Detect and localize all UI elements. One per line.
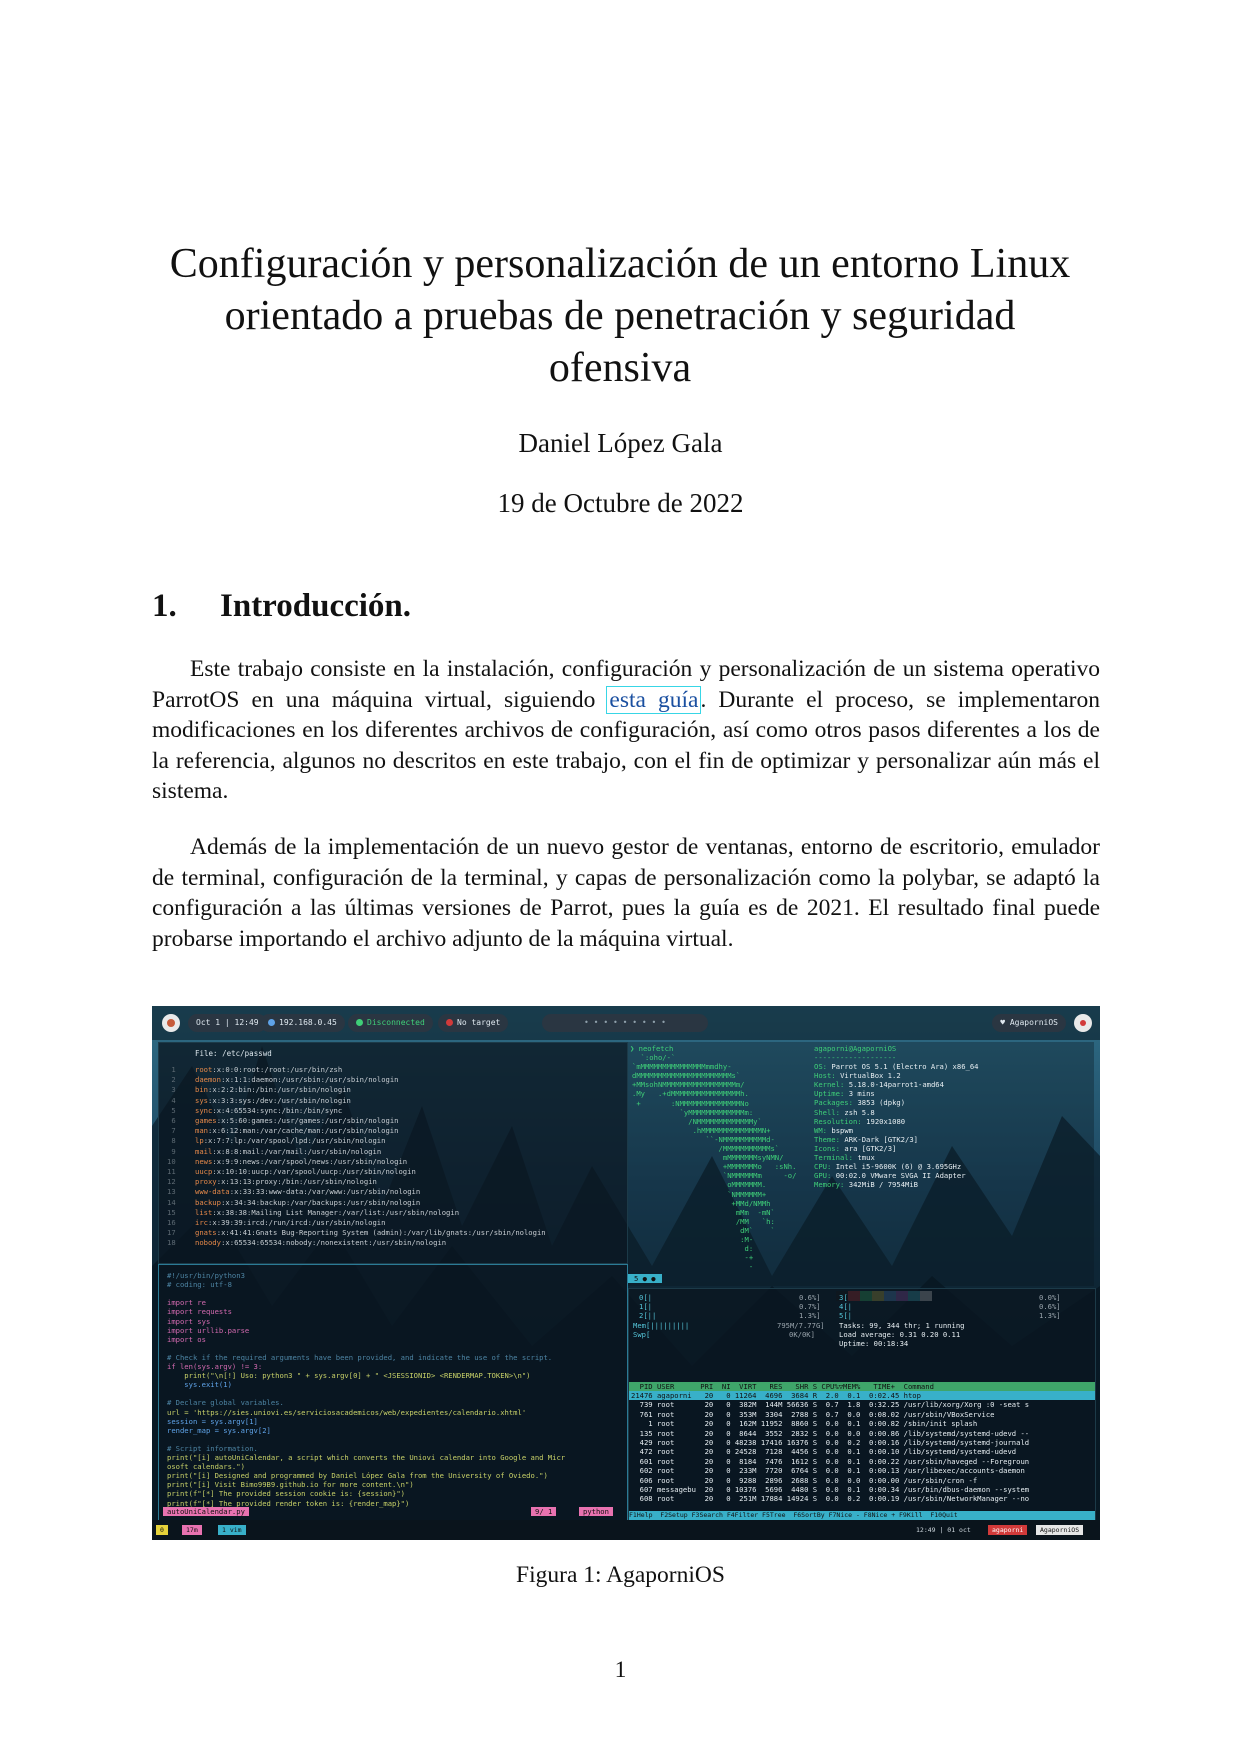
htop-load: Load average: 0.31 0.20 0.11 [839, 1330, 961, 1339]
htop-cpu-meter-label: 5[| [839, 1311, 852, 1321]
vim-line-fields: :x:8:8:mail:/var/mail:/usr/sbin/nologin [212, 1146, 382, 1156]
python-code-line: # coding: utf-8 [167, 1280, 232, 1290]
neofetch-info-value: VirtualBox 1.2 [835, 1071, 901, 1081]
neofetch-info-key: GPU: [814, 1171, 832, 1181]
neofetch-art-line: ``-NMMMMMMMMMMd- [632, 1134, 775, 1144]
neofetch-info-key: OS: [814, 1062, 827, 1071]
htop-column-header: PID USER PRI NI VIRT RES SHR S CPU%▽MEM% TIME+ Command [631, 1382, 934, 1391]
network-icon [268, 1019, 275, 1026]
page-number: 1 [614, 1657, 627, 1683]
vim-line-fields: :x:6:12:man:/var/cache/man:/usr/sbin/nologin [208, 1126, 399, 1136]
neofetch-info-value: tmux [853, 1153, 875, 1162]
section-number: 1. [152, 588, 177, 624]
neofetch-art-line: +MMd/NMMh [632, 1198, 771, 1208]
neofetch-art-line: + :NMMMMMMMMMMMMMMNo [632, 1098, 749, 1108]
neofetch-info-value: 5.18.0-14parrot1-amd64 [844, 1080, 944, 1090]
polybar [152, 1006, 1100, 1040]
htop-mem-label: Mem[||||||||| [633, 1321, 690, 1330]
neofetch-art-line: d: [632, 1244, 754, 1254]
neofetch-info-value: ara [GTK2/3] [840, 1143, 897, 1153]
neofetch-info-key: Shell: [814, 1107, 840, 1117]
workspaces[interactable]: • • • • • • • • • [542, 1014, 708, 1032]
htop-process-row: 607 messagebu 20 0 10376 5696 4480 S 0.0 0.1 0:00.34 /usr/bin/dbus-daemon --system [631, 1485, 1030, 1494]
vim-line-number: 4 [167, 1095, 176, 1105]
vim-line-fields: :x:2:2:bin:/bin:/usr/sbin/nologin [208, 1085, 351, 1095]
htop-cpu-meter-label: 1[| [639, 1302, 652, 1312]
htop-cpu-meter-value: 0.6%] [799, 1293, 821, 1302]
vim-line-user: man [195, 1126, 208, 1136]
vim-line-number: 6 [167, 1116, 176, 1125]
vim-line-fields: :x:39:39:ircd:/run/ircd:/usr/sbin/nologin [208, 1218, 386, 1227]
htop-process-row: 601 root 20 0 8184 7476 1612 S 0.0 0.1 0:00.22 /usr/sbin/haveged --Foregroun [631, 1456, 1030, 1466]
neofetch-info-key: Kernel: [814, 1080, 845, 1090]
python-code-line: # Declare global variables. [167, 1398, 284, 1408]
vim-line-user: root [195, 1065, 213, 1074]
vim-line-user: irc [195, 1218, 208, 1227]
vim-line-user: nobody [195, 1238, 221, 1248]
vim-line-number: 8 [167, 1136, 176, 1146]
htop-process-row: 608 root 20 0 251M 17884 14924 S 0.0 0.2 0:00.19 /usr/sbin/NetworkManager --no [631, 1494, 1030, 1504]
guide-link[interactable]: esta guía [609, 686, 699, 713]
neofetch-art-line: +MMMMMMMo :sNh. [632, 1162, 797, 1172]
htop-cpu-meter-label: 2[|| [639, 1311, 657, 1321]
vim-line-fields: :x:5:60:games:/usr/games:/usr/sbin/nologin [216, 1116, 399, 1125]
vim-line-user: proxy [195, 1177, 217, 1187]
htop-cpu-meter-value: 0.0%] [1039, 1293, 1061, 1302]
vim-line-number: 12 [167, 1177, 176, 1187]
python-code-line: print("[i] autoUniCalendar, a script which converts the Uniovi calendar into Google and Micr [167, 1453, 566, 1462]
neofetch-art-line: :M- [632, 1235, 754, 1244]
neofetch-art-line: .hMMMMMMMMMMMMMMN+ [632, 1125, 771, 1135]
vim-line-number: 5 [167, 1105, 176, 1115]
clock-pill: Oct 1 | 12:49 [188, 1014, 267, 1032]
htop-cpu-meter-label: 3[ [839, 1293, 848, 1302]
neofetch-info-value: bspwm [827, 1125, 854, 1135]
python-code-line: print("\n[!] Uso: python3 " + sys.argv[0] + " <JSESSIONID> <RENDERMAP.TOKEN>\n") [167, 1371, 531, 1381]
vim-line-number: 13 [167, 1187, 176, 1197]
vim-line-user: mail [195, 1146, 213, 1156]
neofetch-info-value: zsh 5.8 [840, 1107, 875, 1117]
neofetch-info-key: Uptime: [814, 1089, 845, 1099]
neofetch-art-line: +MMsohNMMMMMMMMMMMMMMMMMm/ [632, 1080, 745, 1090]
vim-line-fields: :x:34:34:backup:/var/backups:/usr/sbin/nologin [221, 1197, 421, 1207]
vim-line-number: 11 [167, 1167, 176, 1176]
vim-line-user: bin [195, 1085, 208, 1095]
neofetch-art-line: `NMMMMMMm -o/ [632, 1171, 797, 1181]
neofetch-art-line: -+ [632, 1253, 754, 1263]
htop-process-row: 739 root 20 0 382M 144M 56636 S 0.7 1.8 0:32.25 /usr/lib/xorg/Xorg :0 -seat s [631, 1400, 1030, 1410]
neofetch-info-key: Theme: [814, 1134, 840, 1144]
vim-file-label: File: /etc/passwd [195, 1049, 272, 1058]
vim-line-fields: :x:1:1:daemon:/usr/sbin:/usr/sbin/nologin [221, 1075, 399, 1085]
neofetch-art-line: /NMMMMMMMMMMMMMy` [632, 1116, 762, 1126]
htop-process-row: 21476 agaporni 20 0 11264 4696 3684 R 2.0 0.1 0:02.45 htop [631, 1391, 921, 1400]
htop-cpu-meter-value: 0.6%] [1039, 1302, 1061, 1312]
htop-process-row: 606 root 20 0 9288 2896 2688 S 0.0 0.0 0:00.00 /usr/sbin/cron -f [631, 1475, 978, 1485]
neofetch-art-line: /MM `h: [632, 1216, 775, 1226]
tmux-duration: 17m [182, 1525, 202, 1535]
figure-agaporni-screenshot [152, 1006, 1100, 1540]
htop-process-row: 761 root 20 0 353M 3304 2788 S 0.7 0.0 0:08.02 /usr/sbin/VBoxService [631, 1409, 995, 1419]
neofetch-info-key: Memory: [814, 1180, 845, 1190]
htop-process-row: 429 root 20 0 48238 17416 16376 S 0.0 0.2 0:00.16 /lib/systemd/systemd-journald [631, 1438, 1030, 1447]
vpn-pill [348, 1014, 433, 1032]
htop-mem-value: 795M/7.77G] [777, 1321, 825, 1330]
python-code-line: import os [167, 1334, 206, 1344]
neofetch-art-line: oMMMMMMM. [632, 1180, 767, 1190]
section-title: Introducción. [220, 588, 412, 624]
python-code-line: # Check if the required arguments have been provided, and indicate the use of the script. [167, 1352, 553, 1362]
htop-cpu-meter-label: 0[| [639, 1293, 652, 1302]
vim-line-number: 1 [167, 1065, 176, 1074]
htop-function-keys[interactable]: F1Help F2Setup F3Search F4Filter F5Tree F6SortBy F7Nice - F8Nice + F9Kill F10Quit [629, 1511, 1095, 1520]
neofetch-art-line: mMm -mN` [632, 1207, 775, 1217]
vim-line-number: 2 [167, 1075, 176, 1085]
vim-line-fields: :x:0:0:root:/root:/usr/bin/zsh [212, 1065, 343, 1074]
target-pill [438, 1014, 508, 1032]
nvim-filetype: python [579, 1507, 613, 1516]
htop-pane[interactable] [628, 1288, 1096, 1522]
htop-uptime: Uptime: 00:18:34 [839, 1339, 909, 1348]
tmux-clock: 12:49 | 01 oct [916, 1526, 971, 1534]
section-heading [152, 588, 411, 625]
vim-line-user: backup [195, 1197, 221, 1207]
ip-pill [260, 1014, 345, 1032]
python-code-line: print(f"[*] The provided session cookie is: {session}") [167, 1489, 405, 1499]
neofetch-info-key: Terminal: [814, 1153, 853, 1162]
neofetch-art-line: .My .+dMMMMMMMMMMMMMMMMh. [632, 1089, 749, 1099]
neofetch-info-key: WM: [814, 1125, 827, 1135]
vim-line-user: gnats [195, 1228, 217, 1238]
vim-line-number: 10 [167, 1156, 176, 1166]
htop-process-row: 135 root 20 0 8644 3552 2832 S 0.0 0.0 0:00.86 /lib/systemd/systemd-udevd -- [631, 1428, 1030, 1438]
python-code-line: # Script information. [167, 1443, 258, 1453]
vim-line-user: lp [195, 1136, 204, 1146]
parrot-logo-icon[interactable] [162, 1014, 180, 1032]
neofetch-user-host: agaporni@AgaporniOS [814, 1044, 897, 1053]
vim-line-fields: :x:7:7:lp:/var/spool/lpd:/usr/sbin/nologin [203, 1136, 386, 1146]
paragraph-intro-after: . Durante el proceso, se implementaron modificaciones en los diferentes archivos de configuración, así como otros pasos diferentes a los de la referencia, algunos no descritos en este trabajo, con el fin de optimizar y personalizar aún más el sistema. [152, 686, 1100, 804]
vim-line-number: 17 [167, 1228, 176, 1238]
vim-line-number: 14 [167, 1197, 176, 1207]
neofetch-prompt: ❯ neofetch [630, 1044, 674, 1053]
vim-line-number: 9 [167, 1146, 176, 1156]
paragraph-details: Además de la implementación de un nuevo gestor de ventanas, entorno de escritorio, emulador de terminal, configuración de la terminal, y capas de personalización como la polybar, se adaptó la configuración a las últimas versiones de Parrot, pues la guía es de 2021. El resultado final puede probarse importando el archivo adjunto de la máquina virtual. [152, 834, 1100, 952]
python-code-line: #!/usr/bin/python3 [167, 1271, 245, 1280]
htop-tasks: Tasks: 99, 344 thr; 1 running [839, 1321, 965, 1330]
vpn-icon [356, 1019, 363, 1026]
vim-line-fields: :x:10:10:uucp:/var/spool/uucp:/usr/sbin/nologin [212, 1167, 416, 1176]
htop-swp-label: Swp[ [633, 1330, 651, 1339]
vim-line-number: 15 [167, 1207, 176, 1217]
neofetch-info-key: Icons: [814, 1143, 840, 1153]
neofetch-info-key: Packages: [814, 1098, 853, 1108]
figure-caption: Figura 1: AgaporniOS [516, 1562, 725, 1588]
neofetch-info-key: Resolution: [814, 1116, 862, 1126]
nvim-file-tab: autoUniCalendar.py [163, 1507, 249, 1516]
vim-line-fields: :x:41:41:Gnats Bug-Reporting System (admin):/var/lib/gnats:/usr/sbin/nologin [216, 1228, 546, 1238]
htop-cpu-meter-value: 1.3%] [1039, 1311, 1061, 1321]
vim-line-number: 16 [167, 1218, 176, 1227]
htop-process-row: 602 root 20 0 233M 7720 6764 S 0.0 0.1 0:00.13 /usr/libexec/accounts-daemon [631, 1466, 1025, 1476]
vpn-status: Disconnected [367, 1018, 425, 1027]
htop-cpu-meter-label: 4[| [839, 1302, 852, 1312]
python-code-line: print(f"[*] The provided render token is: {render_map}") [167, 1498, 410, 1508]
neofetch-art-line: - [632, 1262, 754, 1272]
vim-line-user: news [195, 1156, 213, 1166]
paragraph-intro-before: Este trabajo consiste en la instalación, configuración y personalización de un sistema operativo ParrotOS en una máquina virtual, siguiendo [152, 656, 1100, 713]
neofetch-art-line: dMMMMMMMMMMMMMMMMMMMMMMs` [632, 1071, 741, 1081]
tmux-session: 0 [156, 1525, 168, 1535]
tmux-window[interactable]: 1 vim [218, 1525, 246, 1535]
tmux-host: AgaporniOS [1036, 1525, 1083, 1535]
neofetch-info-value: 342MiB / 7954MiB [844, 1180, 919, 1190]
neofetch-info-value: ARK-Dark [GTK2/3] [840, 1134, 918, 1144]
python-code-line: render_map = sys.argv[2] [167, 1425, 271, 1435]
neofetch-pane[interactable] [628, 1042, 1094, 1286]
vim-line-user: sync [195, 1105, 213, 1115]
neofetch-info-key: Host: [814, 1071, 836, 1081]
neofetch-art-line: mMMMMMMMsyNMN/ [632, 1153, 784, 1163]
neofetch-art-line: `mMMMMMMMMMMMMMMMmmdhy- [632, 1062, 732, 1072]
htop-cpu-meter-value: 1.3%] [799, 1311, 821, 1321]
vim-line-user: www-data [195, 1187, 230, 1197]
neofetch-info-key: CPU: [814, 1162, 832, 1172]
host-pill: ♥ AgaporniOS [992, 1014, 1066, 1032]
vim-pane[interactable] [158, 1042, 628, 1264]
vim-line-user: sys [195, 1095, 208, 1105]
vim-line-number: 7 [167, 1126, 176, 1136]
htop-swp-value: 0K/0K] [789, 1330, 815, 1339]
python-code-line: session = sys.argv[1] [167, 1416, 258, 1426]
neofetch-info-value: Intel i5-9600K (6) @ 3.695GHz [831, 1162, 962, 1172]
vim-line-number: 3 [167, 1085, 176, 1095]
python-code-line: if len(sys.argv) != 3: [167, 1362, 263, 1371]
python-code-line: import sys [167, 1316, 211, 1326]
neofetch-art-line: dM` ` [632, 1225, 775, 1235]
target-icon [446, 1019, 453, 1026]
paper-date: 19 de Octubre de 2022 [497, 488, 744, 518]
neofetch-art-line: /MMMMMMMMMMMs` [632, 1144, 780, 1153]
vim-line-user: daemon [195, 1075, 221, 1085]
vim-line-fields: :x:3:3:sys:/dev:/usr/sbin/nologin [208, 1095, 351, 1105]
python-code-line: sys.exit(1) [167, 1380, 232, 1390]
vim-line-fields: :x:38:38:Mailing List Manager:/var/list:/usr/sbin/nologin [212, 1207, 460, 1217]
neofetch-art-line: `NMMMMMM+ [632, 1189, 767, 1199]
vim-line-fields: :x:4:65534:sync:/bin:/bin/sync [212, 1105, 343, 1115]
vim-line-fields: :x:65534:65534:nobody:/nonexistent:/usr/sbin/nologin [221, 1238, 447, 1248]
tmux-window-tab[interactable]: 5 ● ● [628, 1274, 662, 1283]
ip-address: 192.168.0.45 [279, 1018, 337, 1027]
htop-cpu-meter-value: 0.7%] [799, 1302, 821, 1312]
nvim-position: 9/ 1 [531, 1507, 556, 1516]
vim-line-user: list [195, 1207, 213, 1217]
paragraph-intro [152, 654, 1100, 807]
vim-line-fields: :x:9:9:news:/var/spool/news:/usr/sbin/nologin [212, 1156, 408, 1166]
python-pane[interactable] [158, 1264, 628, 1522]
tmux-user: agaporni [988, 1525, 1027, 1535]
neofetch-info-value: Parrot OS 5.1 (Electro Ara) x86_64 [827, 1062, 979, 1071]
neofetch-art-line: `yMMMMMMMMMMMMMm: [632, 1107, 754, 1117]
neofetch-dashes: ------------------- [814, 1053, 897, 1062]
python-code-line: url = 'https://sies.uniovi.es/serviciosacademicos/web/expedientes/calendario.xhtml' [167, 1407, 527, 1417]
vim-line-fields: :x:13:13:proxy:/bin:/usr/sbin/nologin [216, 1177, 377, 1187]
tmux-statusbar [152, 1520, 1100, 1540]
htop-process-row: 472 root 20 0 24528 7128 4456 S 0.0 0.1 0:00.10 /lib/systemd/systemd-udevd [631, 1447, 1017, 1457]
neofetch-art-line: `:oho/-` [632, 1053, 676, 1062]
target-status: No target [457, 1018, 501, 1027]
paper-title: Configuración y personalización de un entorno Linux orientado a pruebas de penetración y seguridad ofensiva [169, 241, 1071, 391]
python-code-line: print("[i] Visit Bimo99B9.github.io for more content.\n") [167, 1480, 414, 1490]
neofetch-info-value: 1920x1080 [861, 1116, 906, 1126]
paper-author: Daniel López Gala [518, 428, 723, 458]
vim-line-fields: :x:33:33:www-data:/var/www:/usr/sbin/nologin [229, 1187, 421, 1197]
neofetch-info-value: 00:02.0 VMware SVGA II Adapter [831, 1171, 966, 1181]
python-code-line: import requests [167, 1307, 232, 1317]
vim-line-user: uucp [195, 1167, 213, 1176]
python-code-line: import urllib.parse [167, 1325, 250, 1335]
vim-line-number: 18 [167, 1238, 176, 1248]
python-code-line: osoft calendars.") [167, 1462, 245, 1472]
neofetch-info-value: 3 mins [844, 1089, 875, 1099]
neofetch-info-value: 3853 (dpkg) [853, 1098, 906, 1108]
vim-line-user: games [195, 1116, 217, 1125]
python-code-line: print("[i] Designed and programmed by Daniel López Gala from the University of Oviedo.") [167, 1471, 548, 1481]
python-code-line: import re [167, 1298, 206, 1308]
htop-process-row: 1 root 20 0 162M 11952 8860 S 0.0 0.1 0:00.82 /sbin/init splash [631, 1419, 978, 1429]
power-icon[interactable] [1074, 1014, 1092, 1032]
